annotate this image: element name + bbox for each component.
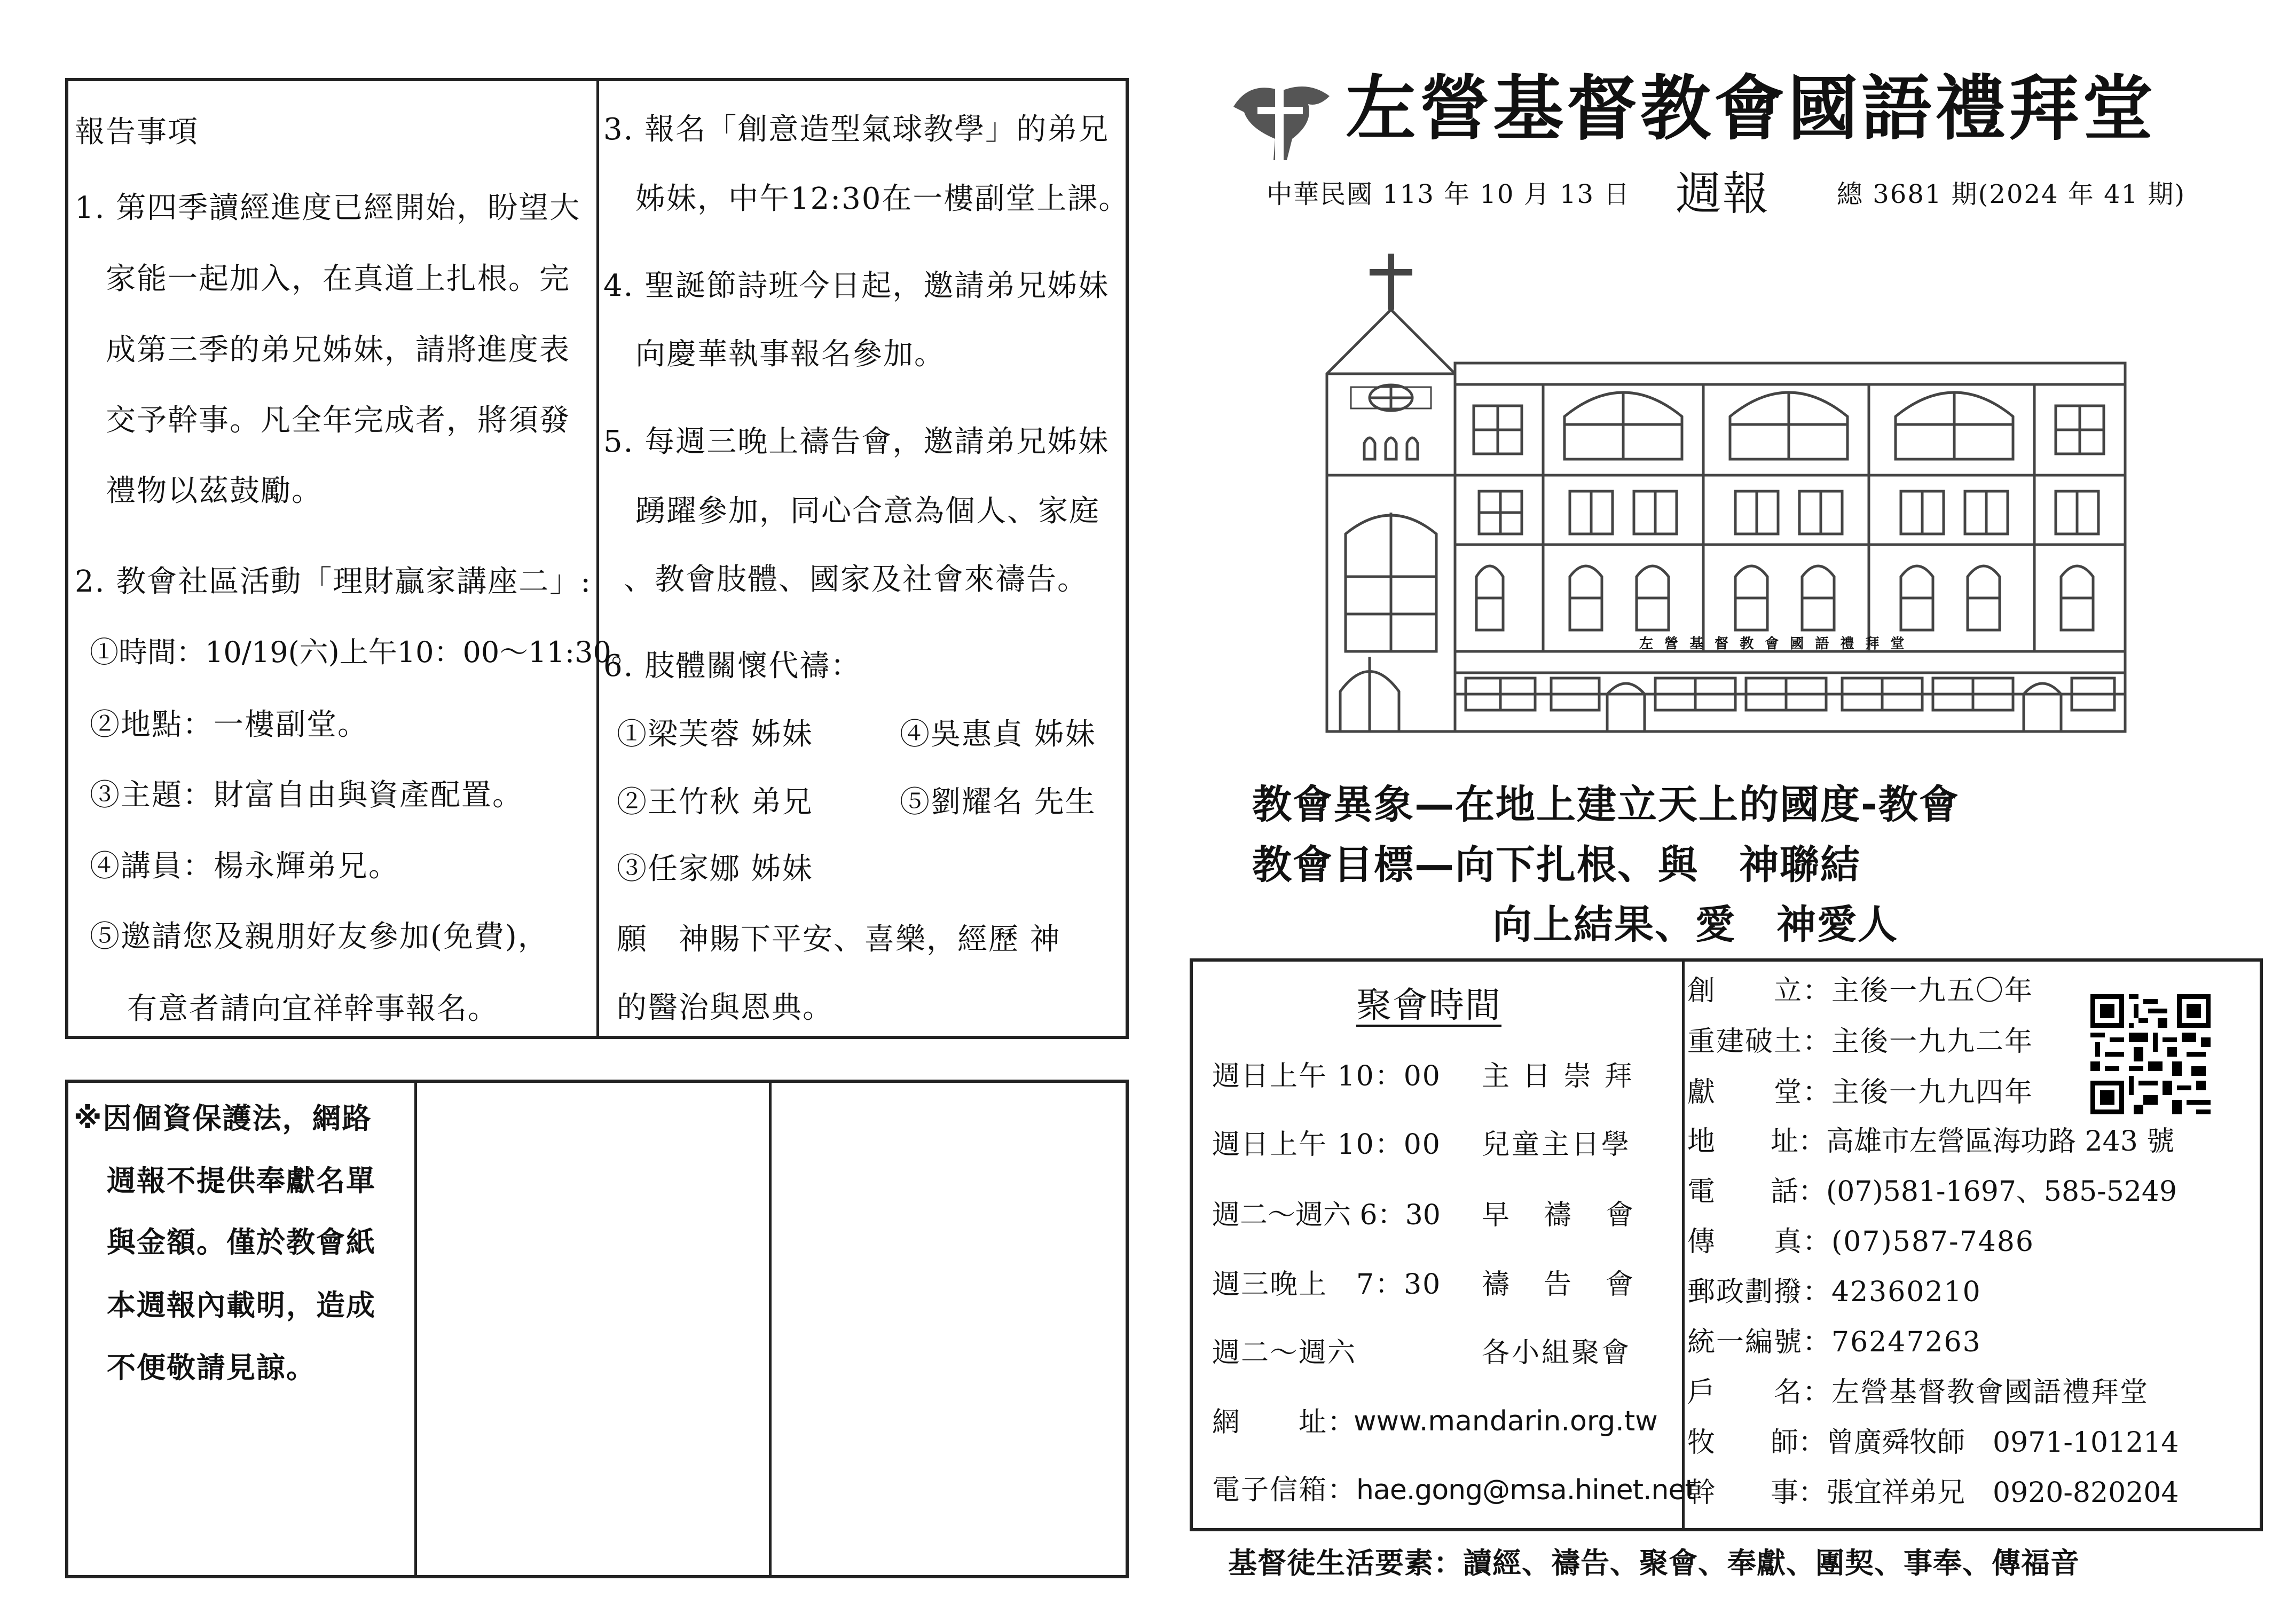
privacy-notice-line: 週報不提供奉獻名單 xyxy=(107,1164,376,1198)
announcement-line: 6. 肢體關懷代禱： xyxy=(603,649,862,683)
meeting-name: 兒童主日學 xyxy=(1482,1129,1632,1161)
announcement-line: 1. 第四季讀經進度已經開始，盼望大 xyxy=(75,191,581,225)
privacy-notice-line: 與金額。僅於教會紙 xyxy=(107,1225,376,1259)
website-link[interactable]: www.mandarin.org.tw xyxy=(1354,1405,1658,1437)
offering-divider-2 xyxy=(769,1082,772,1576)
bulletin-date: 中華民國 113 年 10 月 13 日 xyxy=(1267,179,1631,209)
announcement-line: 禮物以茲鼓勵。 xyxy=(106,474,323,508)
info-line: 戶 名：左營基督教會國語禮拜堂 xyxy=(1687,1376,2149,1408)
announcement-line: 向慶華執事報名參加。 xyxy=(635,337,945,372)
footer-motto: 基督徒生活要素：讀經、禱告、聚會、奉獻、團契、事奉、傳福音 xyxy=(1228,1546,2080,1580)
announcement-line: 成第三季的弟兄姊妹，請將進度表 xyxy=(106,333,570,367)
offering-box xyxy=(65,1080,1129,1578)
church-logo-icon xyxy=(1228,75,1335,166)
info-line: 郵政劃撥：42360210 xyxy=(1687,1276,1982,1308)
info-line: 地 址：高雄市左營區海功路 243 號 xyxy=(1687,1126,2175,1158)
announcement-line: 家能一起加入，在真道上扎根。完 xyxy=(106,262,570,296)
announcement-line: ③主題：財富自由與資產配置。 xyxy=(90,778,523,813)
announcement-line: 4. 聖誕節詩班今日起，邀請弟兄姊妹 xyxy=(603,269,1110,303)
announcements-divider xyxy=(596,80,599,1037)
announcement-line: ④講員：楊永輝弟兄。 xyxy=(90,849,399,884)
info-line: 電 話：(07)581-1697、585-5249 xyxy=(1687,1176,2177,1208)
bulletin-label: 週報 xyxy=(1676,167,1770,221)
info-line: 統一編號：76247263 xyxy=(1687,1326,1982,1358)
prayer-name: ③任家娜 姊妹 xyxy=(617,852,813,886)
bulletin-issue: 總 3681 期(2024 年 41 期) xyxy=(1837,179,2186,209)
announcement-line: ⑤邀請您及親朋好友參加(免費)， xyxy=(90,919,549,954)
meeting-time: 週日上午 10：00 xyxy=(1212,1060,1441,1092)
info-line: 幹 事：張宜祥弟兄 0920-820204 xyxy=(1687,1477,2179,1509)
meeting-name: 主 日 崇 拜 xyxy=(1482,1060,1634,1092)
announcement-line: ②地點：一樓副堂。 xyxy=(90,707,368,742)
website-label: 網 址： xyxy=(1212,1406,1357,1438)
meeting-time: 週二～週六 6：30 xyxy=(1212,1199,1441,1231)
announcement-line: 3. 報名「創意造型氣球教學」的弟兄 xyxy=(603,112,1110,147)
privacy-notice-line: 不便敬請見諒。 xyxy=(107,1351,316,1384)
vision-line-1: 教會異象—在地上建立天上的國度-教會 xyxy=(1252,782,1960,828)
announcement-line: ①時間：10/19(六)上午10：00～11:30。 xyxy=(90,635,640,669)
privacy-notice-line: ※因個資保護法，網路 xyxy=(74,1101,372,1135)
privacy-notice-line: 本週報內載明，造成 xyxy=(107,1288,376,1322)
prayer-name: ⑤劉耀名 先生 xyxy=(900,785,1096,820)
announcement-line: 踴躍參加，同心合意為個人、家庭 xyxy=(635,494,1100,529)
info-line: 重建破土：主後一九九二年 xyxy=(1687,1026,2034,1058)
prayer-name: ①梁芙蓉 姊妹 xyxy=(617,717,813,752)
info-line: 創 立：主後一九五〇年 xyxy=(1687,975,2034,1007)
meeting-name: 禱 告 會 xyxy=(1482,1269,1637,1301)
announcement-line: 交予幹事。凡全年完成者，將須發 xyxy=(106,403,570,438)
email-label: 電子信箱： xyxy=(1212,1474,1357,1506)
announcement-line: 的醫治與恩典。 xyxy=(617,990,834,1025)
announcement-line: 5. 每週三晚上禱告會，邀請弟兄姊妹 xyxy=(603,424,1110,459)
announcement-line: 有意者請向宜祥幹事報名。 xyxy=(127,992,499,1026)
announcement-line: 願 神賜下平安、喜樂，經歷 神 xyxy=(617,922,1061,957)
meeting-name: 各小組聚會 xyxy=(1482,1337,1632,1369)
announcements-title: 報告事項 xyxy=(75,115,199,149)
meeting-time: 週三晚上 7：30 xyxy=(1212,1269,1442,1301)
email-link[interactable]: hae.gong@msa.hinet.net xyxy=(1356,1474,1695,1506)
offering-divider-1 xyxy=(414,1082,417,1576)
meeting-name: 早 禱 會 xyxy=(1482,1199,1637,1231)
prayer-name: ④吳惠貞 姊妹 xyxy=(900,717,1096,752)
meeting-time: 週二～週六 xyxy=(1212,1337,1357,1369)
info-line: 傳 真：(07)587-7486 xyxy=(1687,1226,2034,1258)
announcement-line: 2. 教會社區活動「理財贏家講座二」: xyxy=(75,564,592,599)
church-name: 左營基督教會國語禮拜堂 xyxy=(1346,67,2156,150)
meeting-time: 週日上午 10：00 xyxy=(1212,1129,1441,1161)
meeting-info-divider xyxy=(1682,961,1685,1529)
announcement-line: 姊妹，中午12:30在一樓副堂上課。 xyxy=(635,182,1130,216)
info-line: 獻 堂：主後一九九四年 xyxy=(1687,1076,2034,1108)
prayer-name: ②王竹秋 弟兄 xyxy=(617,785,813,820)
vision-line-2: 教會目標—向下扎根、與 神聯結 xyxy=(1252,842,1861,888)
meetings-title: 聚會時間 xyxy=(1356,985,1501,1026)
info-line: 牧 師：曾廣舜牧師 0971-101214 xyxy=(1687,1427,2179,1459)
announcement-line: 、教會肢體、國家及社會來禱告。 xyxy=(624,562,1088,597)
church-building-illustration xyxy=(1319,246,2130,737)
building-sign: 左 營 基 督 教 會 國 語 禮 拜 堂 xyxy=(1639,636,1908,652)
vision-line-3: 向上結果、愛 神愛人 xyxy=(1492,902,1898,948)
qr-code-icon[interactable] xyxy=(2090,994,2211,1114)
